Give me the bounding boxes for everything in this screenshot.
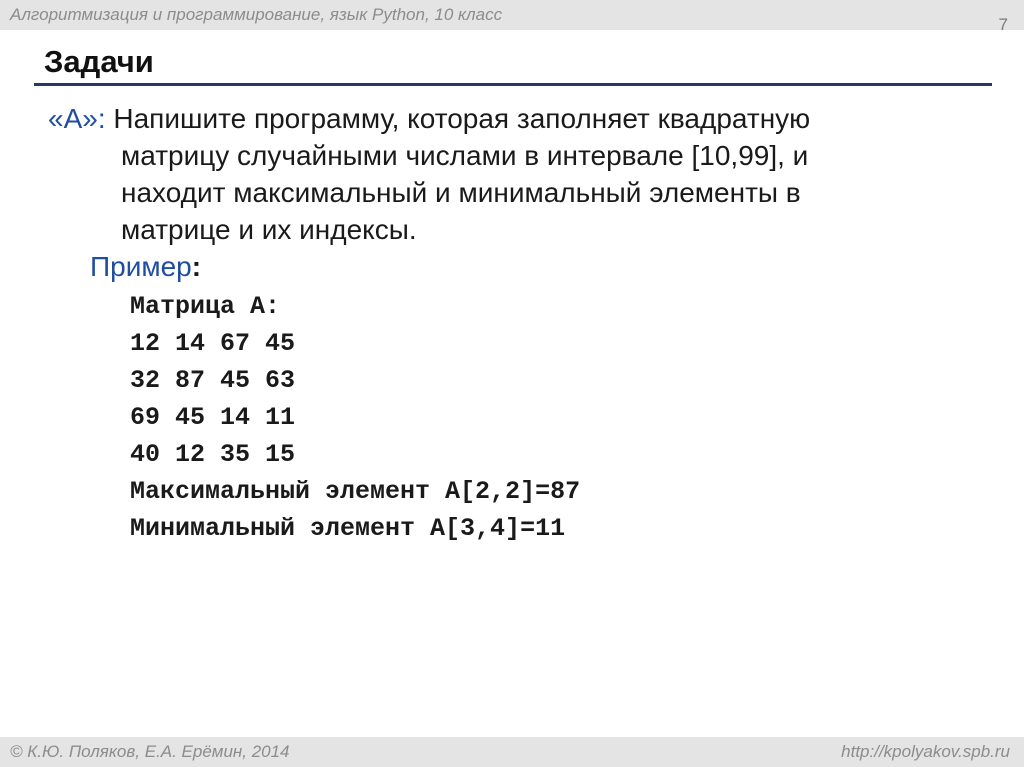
- min-element-line: Минимальный элемент A[3,4]=11: [130, 514, 566, 543]
- task-line-1: [48, 100, 948, 137]
- footer-url: http://kpolyakov.spb.ru: [841, 742, 1010, 761]
- matrix-heading: Матрица А:: [130, 292, 281, 321]
- header-bar: [0, 0, 1024, 30]
- matrix-row-2: 32 87 45 63: [130, 366, 296, 395]
- task-label: «A»:: [48, 103, 106, 134]
- task-line-2: матрицу случайными числами в интервале [10,99], и: [121, 140, 809, 171]
- matrix-row-1: 12 14 67 45: [130, 329, 296, 358]
- footer-bar: [0, 737, 1024, 767]
- matrix-row-3: 69 45 14 11: [130, 403, 296, 432]
- task-line-4: матрице и их индексы.: [121, 214, 417, 245]
- slide-title: Задачи: [44, 44, 154, 79]
- footer-authors: © К.Ю. Поляков, Е.А. Ерёмин, 2014: [10, 742, 290, 761]
- task-description: [48, 100, 948, 248]
- example-heading: [90, 251, 201, 283]
- max-element-line: Максимальный элемент A[2,2]=87: [130, 477, 581, 506]
- task-text-1: Напишите программу, которая заполняет квадратную: [113, 103, 811, 134]
- title-divider: [34, 83, 992, 86]
- example-label: Пример: [90, 251, 192, 282]
- course-title: Алгоритмизация и программирование, язык Python, 10 класс: [10, 5, 503, 24]
- matrix-row-4: 40 12 35 15: [130, 440, 296, 469]
- example-colon: :: [191, 251, 202, 282]
- task-line-3: находит максимальный и минимальный элементы в: [121, 177, 801, 208]
- page-number: 7: [998, 15, 1008, 34]
- example-code: [130, 288, 580, 547]
